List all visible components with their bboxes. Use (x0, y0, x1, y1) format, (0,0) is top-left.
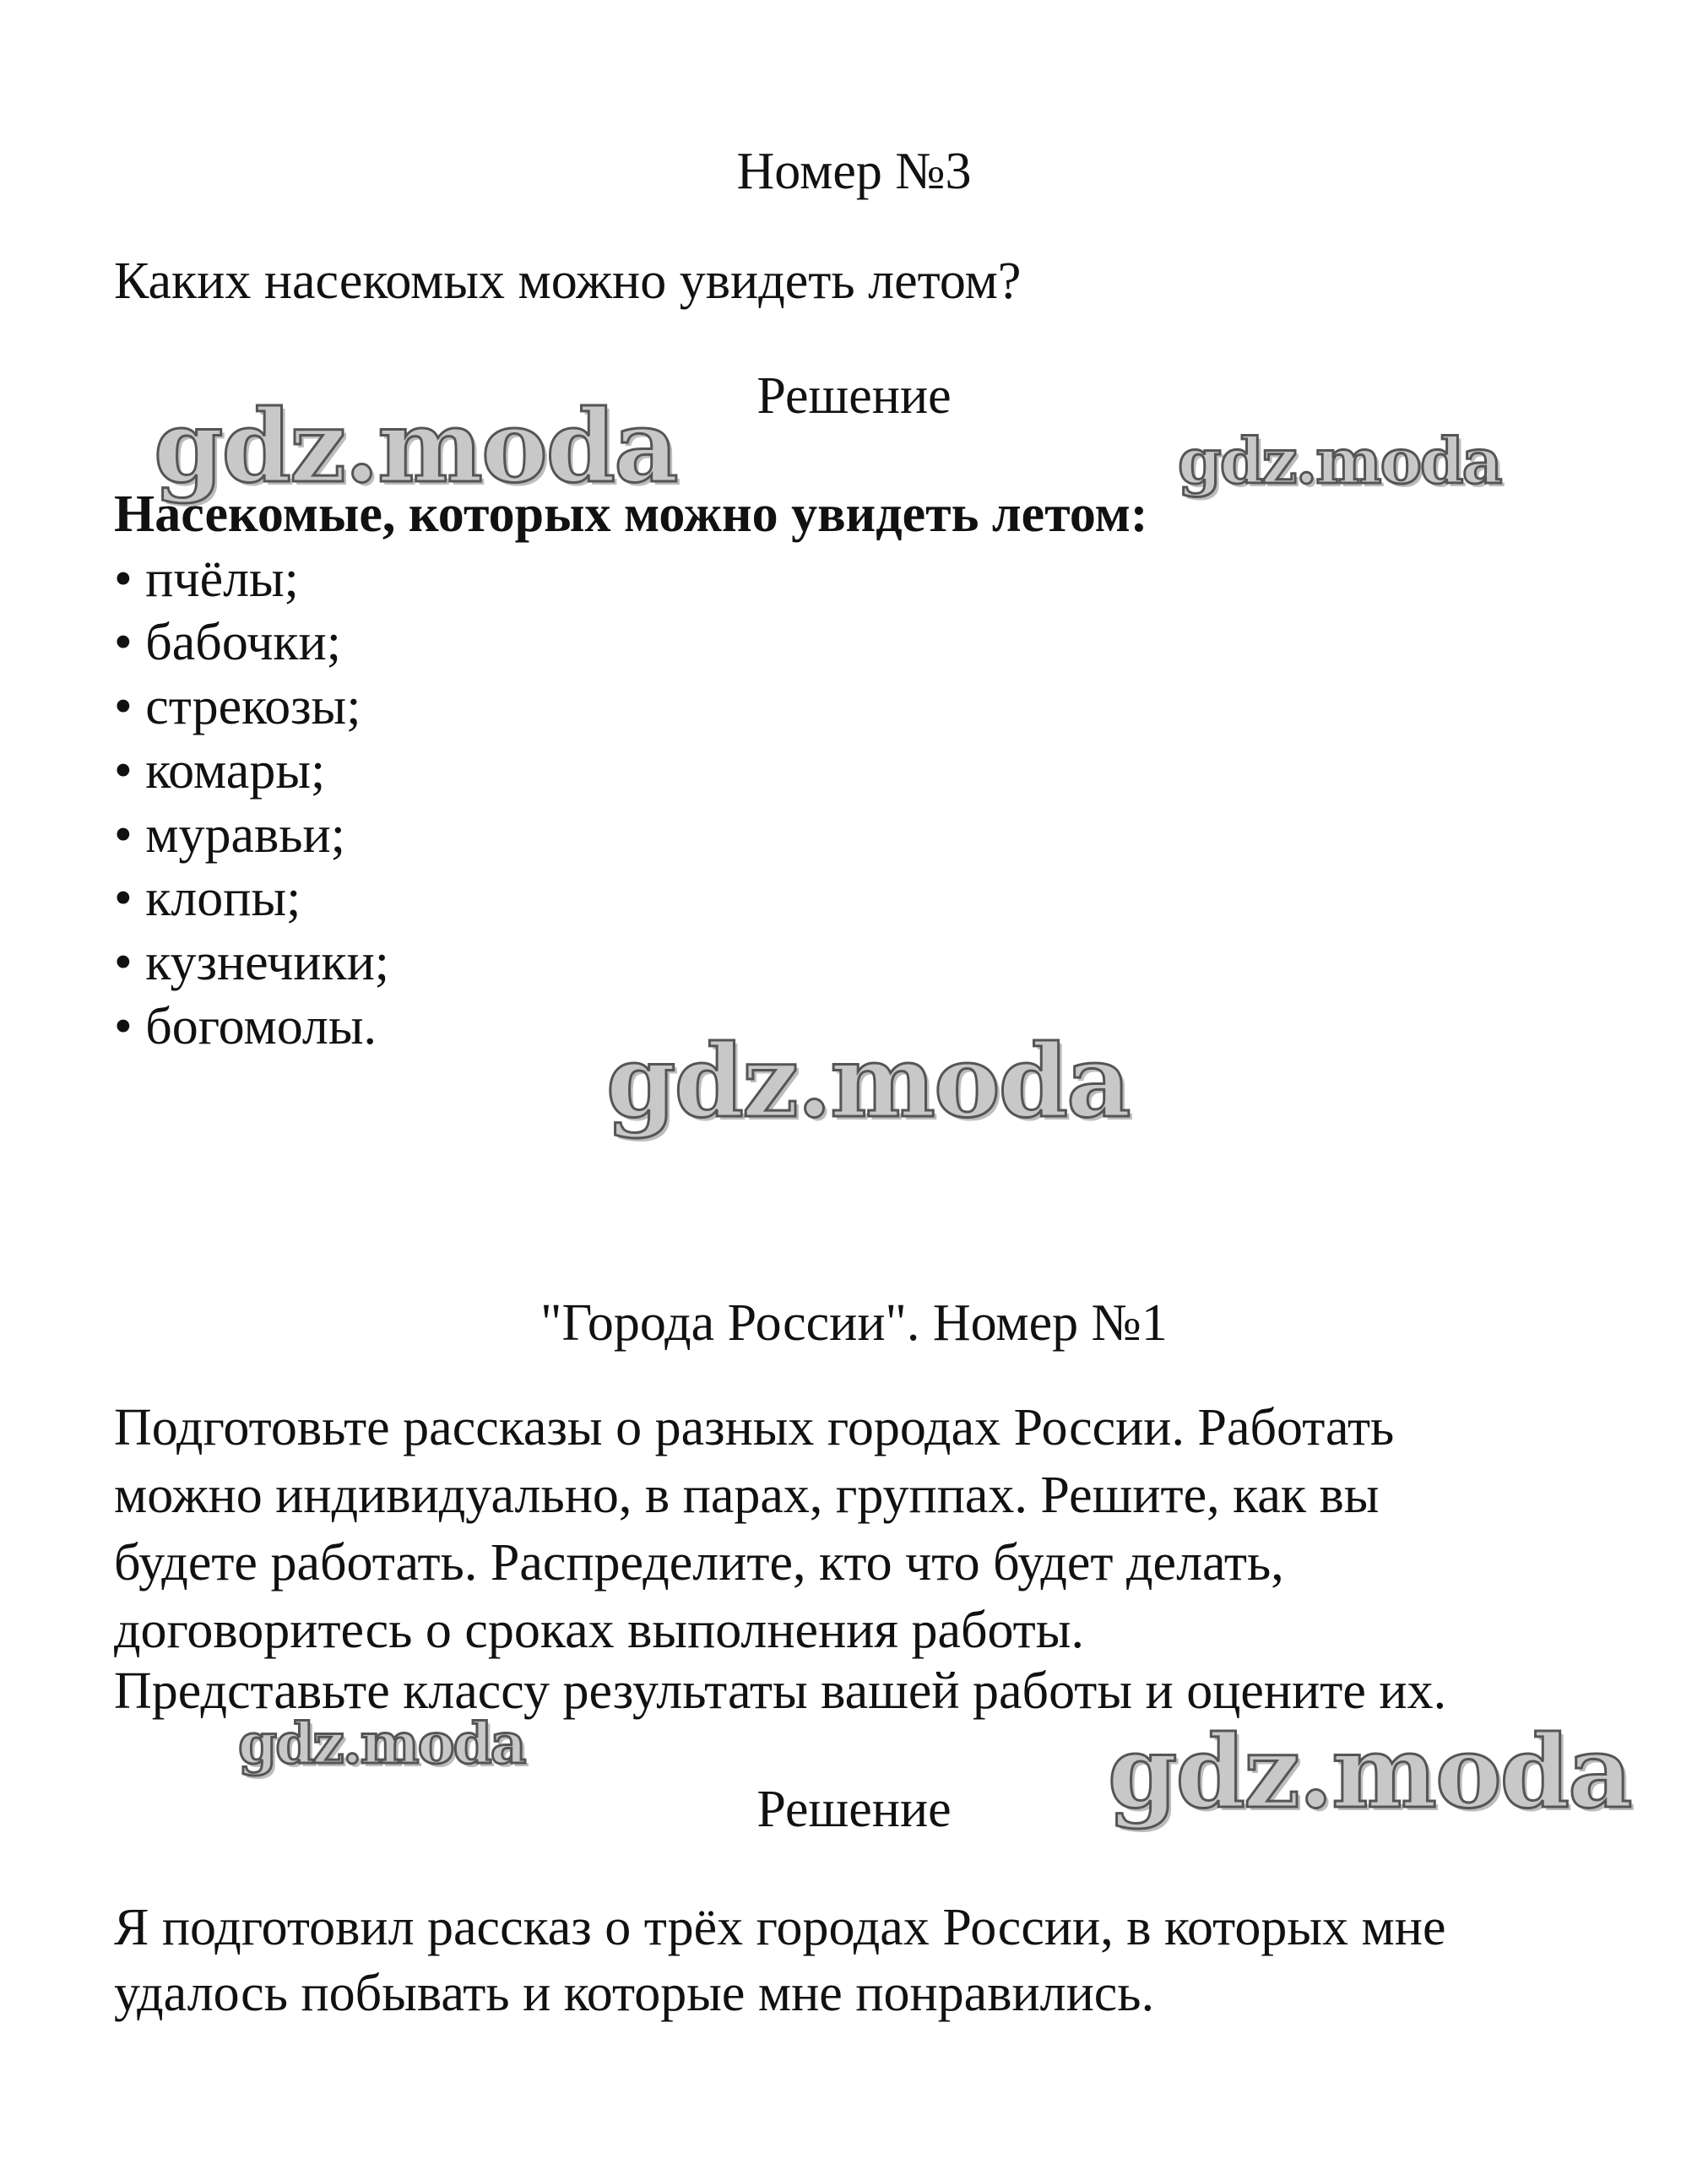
section2-solution-label: Решение (756, 1781, 952, 1838)
list-item: • бабочки; (114, 614, 341, 671)
watermark-logo: gdz.moda (1178, 426, 1501, 498)
list-item: • богомолы. (114, 998, 377, 1055)
task-line: Представьте классу результаты вашей работы и оцените их. (114, 1662, 1447, 1720)
task-line: можно индивидуально, в парах, группах. Решите, как вы (114, 1467, 1380, 1524)
watermark-logo: gdz.moda (238, 1711, 525, 1776)
task-line: Подготовьте рассказы о разных городах России. Работать (114, 1399, 1395, 1456)
list-item: • комары; (114, 742, 326, 800)
section1-answer-heading: Насекомые, которых можно увидеть летом: (114, 485, 1148, 543)
list-item: • муравьи; (114, 806, 345, 864)
task-line: договоритесь о сроках выполнения работы. (114, 1602, 1084, 1659)
section2-heading: "Города России". Номер №1 (540, 1294, 1168, 1352)
section1-question: Каких насекомых можно увидеть летом? (114, 252, 1022, 310)
answer-line: удалось побывать и которые мне понравились. (114, 1965, 1155, 2022)
answer-line: Я подготовил рассказ о трёх городах России, в которых мне (114, 1899, 1446, 1956)
watermark-logo: gdz.moda (154, 388, 677, 505)
list-item: • клопы; (114, 870, 301, 927)
watermark-logo: gdz.moda (606, 1022, 1130, 1140)
list-item: • кузнечики; (114, 934, 389, 991)
section1-heading: Номер №3 (736, 143, 972, 200)
watermark-logo: gdz.moda (1108, 1713, 1631, 1830)
list-item: • стрекозы; (114, 678, 361, 735)
task-line: будете работать. Распределите, кто что будет делать, (114, 1534, 1284, 1592)
section1-solution-label: Решение (756, 367, 952, 425)
list-item: • пчёлы; (114, 550, 299, 608)
